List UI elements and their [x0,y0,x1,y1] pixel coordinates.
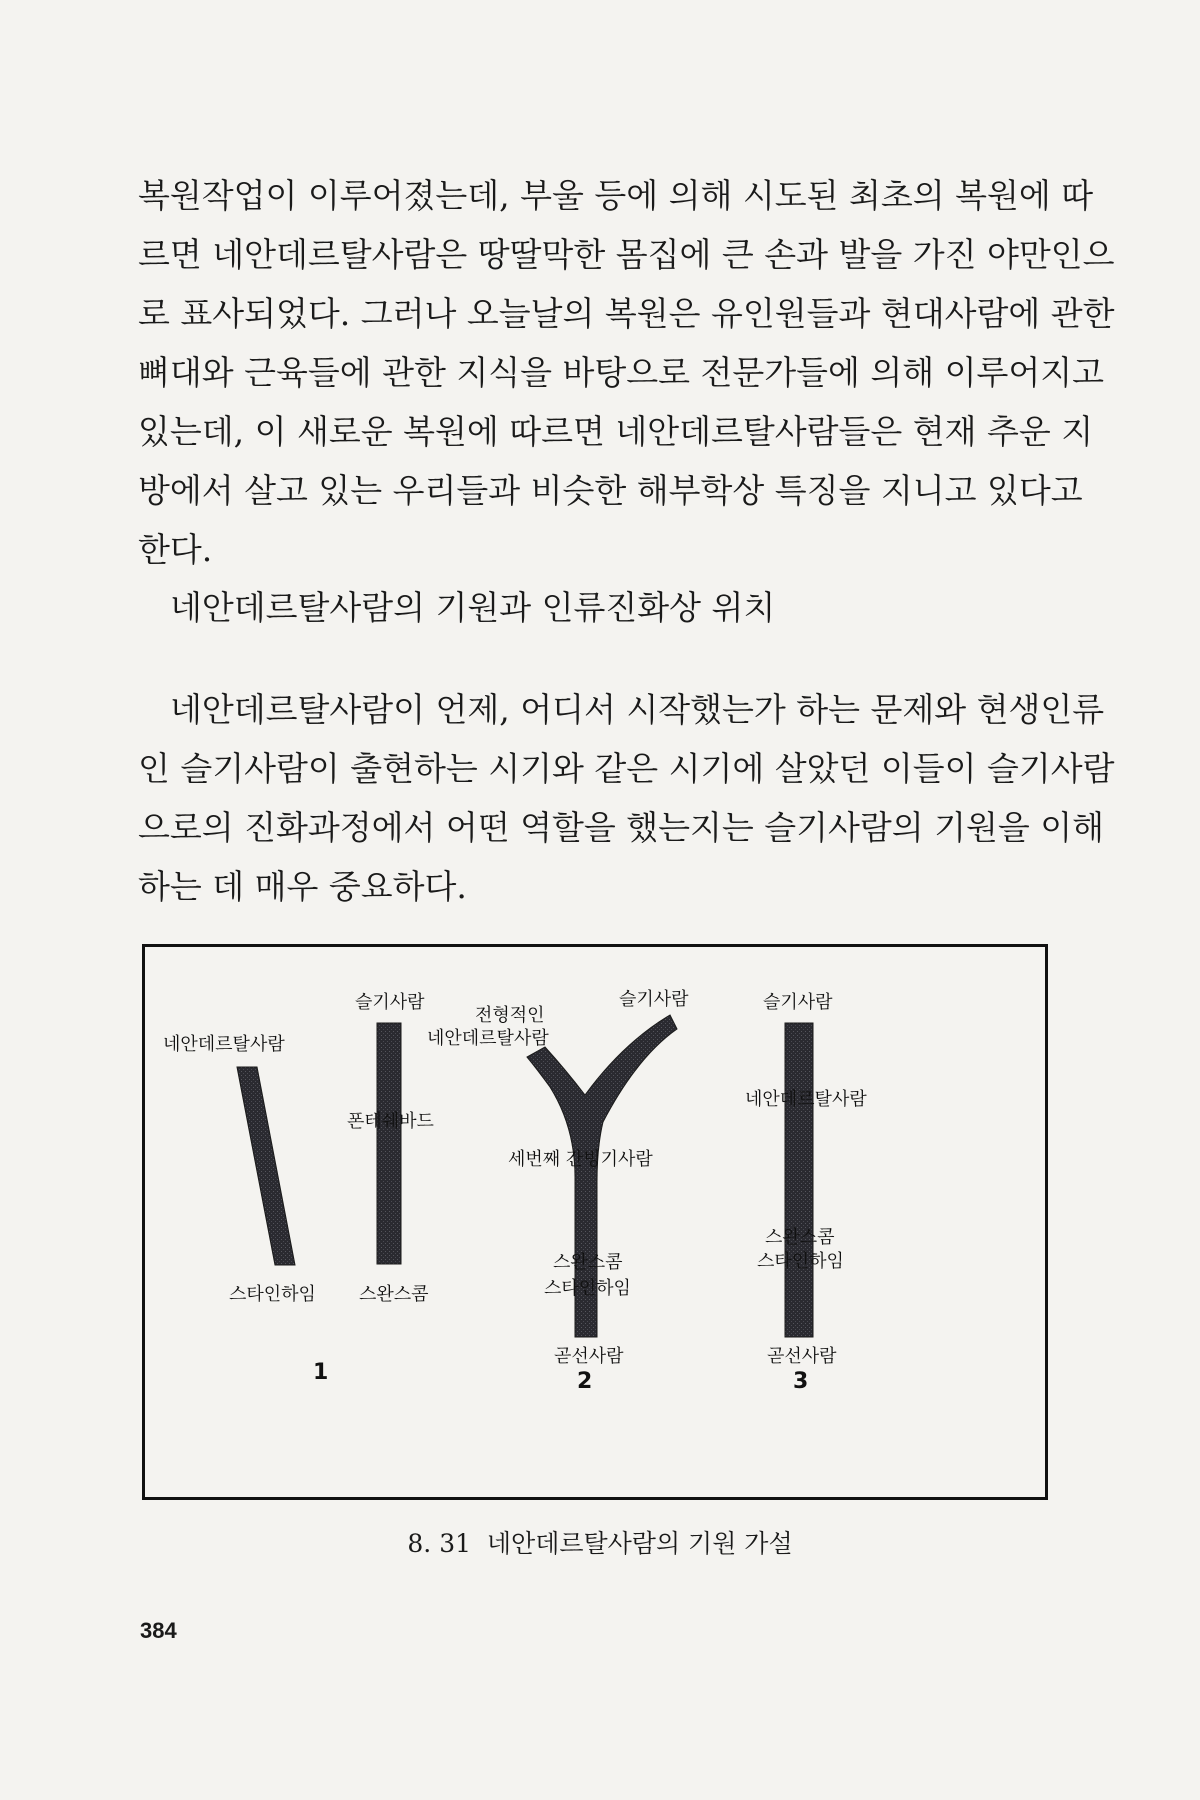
text-line: 한다. [138,530,213,569]
text-line: 로 표사되었다. 그러나 오늘날의 복원은 유인원들과 현대사람에 관한 [138,294,1115,333]
text-line: 있는데, 이 새로운 복원에 따르면 네안데르탈사람들은 현재 추운 지 [138,412,1094,451]
diagram-number-3: 3 [793,1369,809,1394]
label-homo-erectus-2: 곧선사람 [554,1346,624,1367]
label-typical-neanderthal: 네안데르탈사람 [427,1028,549,1049]
figure-caption: 8. 31 네안데르탈사람의 기원 가설 [407,1529,793,1558]
figure-diagram [145,947,1045,1497]
label-fontechevade: 폰테쉐바드 [347,1111,434,1132]
body-paragraph-2 [138,680,1115,916]
body-paragraph-1 [138,166,1115,579]
label-third-interglacial: 세번째 간빙기사람 [508,1149,653,1170]
single-lineage-bar [785,1023,813,1337]
label-swanscombe: 스완스콤 [359,1284,429,1305]
text-line: 뼈대와 근육들에 관한 지식을 바탕으로 전문가들에 의해 이루어지고 [138,353,1105,392]
text-line: 인 슬기사람이 출현하는 시기와 같은 시기에 살았던 이들이 슬기사람 [138,749,1115,788]
label-typical: 전형적인 [475,1005,545,1026]
section-heading: 네안데르탈사람의 기원과 인류진화상 위치 [170,588,776,627]
text-line: 방에서 살고 있는 우리들과 비슷한 해부학상 특징을 지니고 있다고 [138,471,1083,510]
text-line: 르면 네안데르탈사람은 땅딸막한 몸집에 큰 손과 발을 가진 야만인으 [138,235,1115,274]
text-line: 으로의 진화과정에서 어떤 역할을 했는지는 슬기사람의 기원을 이해 [138,808,1105,847]
page-number: 384 [140,1618,177,1643]
label-neanderthal: 네안데르탈사람 [163,1034,285,1055]
text-line: 복원작업이 이루어졌는데, 부울 등에 의해 시도된 최초의 복원에 따 [138,176,1094,215]
diagram-number-1: 1 [313,1360,329,1385]
label-sapiens-3: 슬기사람 [763,992,833,1013]
label-homo-erectus-3: 곧선사람 [767,1346,837,1367]
text-line: 하는 데 매우 중요하다. [138,867,467,906]
label-swanscombe-2: 스완스콤 [553,1252,623,1273]
text-line: 네안데르탈사람이 언제, 어디서 시작했는가 하는 문제와 현생인류 [170,690,1105,729]
label-sapiens-branch: 슬기사람 [619,989,689,1010]
label-steinheim: 스타인하임 [229,1284,316,1305]
neanderthal-lineage-bar [237,1067,295,1265]
label-sapiens: 슬기사람 [355,992,425,1013]
label-steinheim-2: 스타인하임 [544,1278,631,1299]
label-neanderthal-3: 네안데르탈사람 [745,1089,867,1110]
sapiens-lineage-bar [377,1023,401,1264]
diagram-number-2: 2 [577,1369,593,1394]
origin-hypothesis-figure [142,944,1048,1500]
label-steinheim-3: 스타인하임 [757,1251,844,1272]
label-swanscombe-3: 스완스콤 [765,1227,835,1248]
